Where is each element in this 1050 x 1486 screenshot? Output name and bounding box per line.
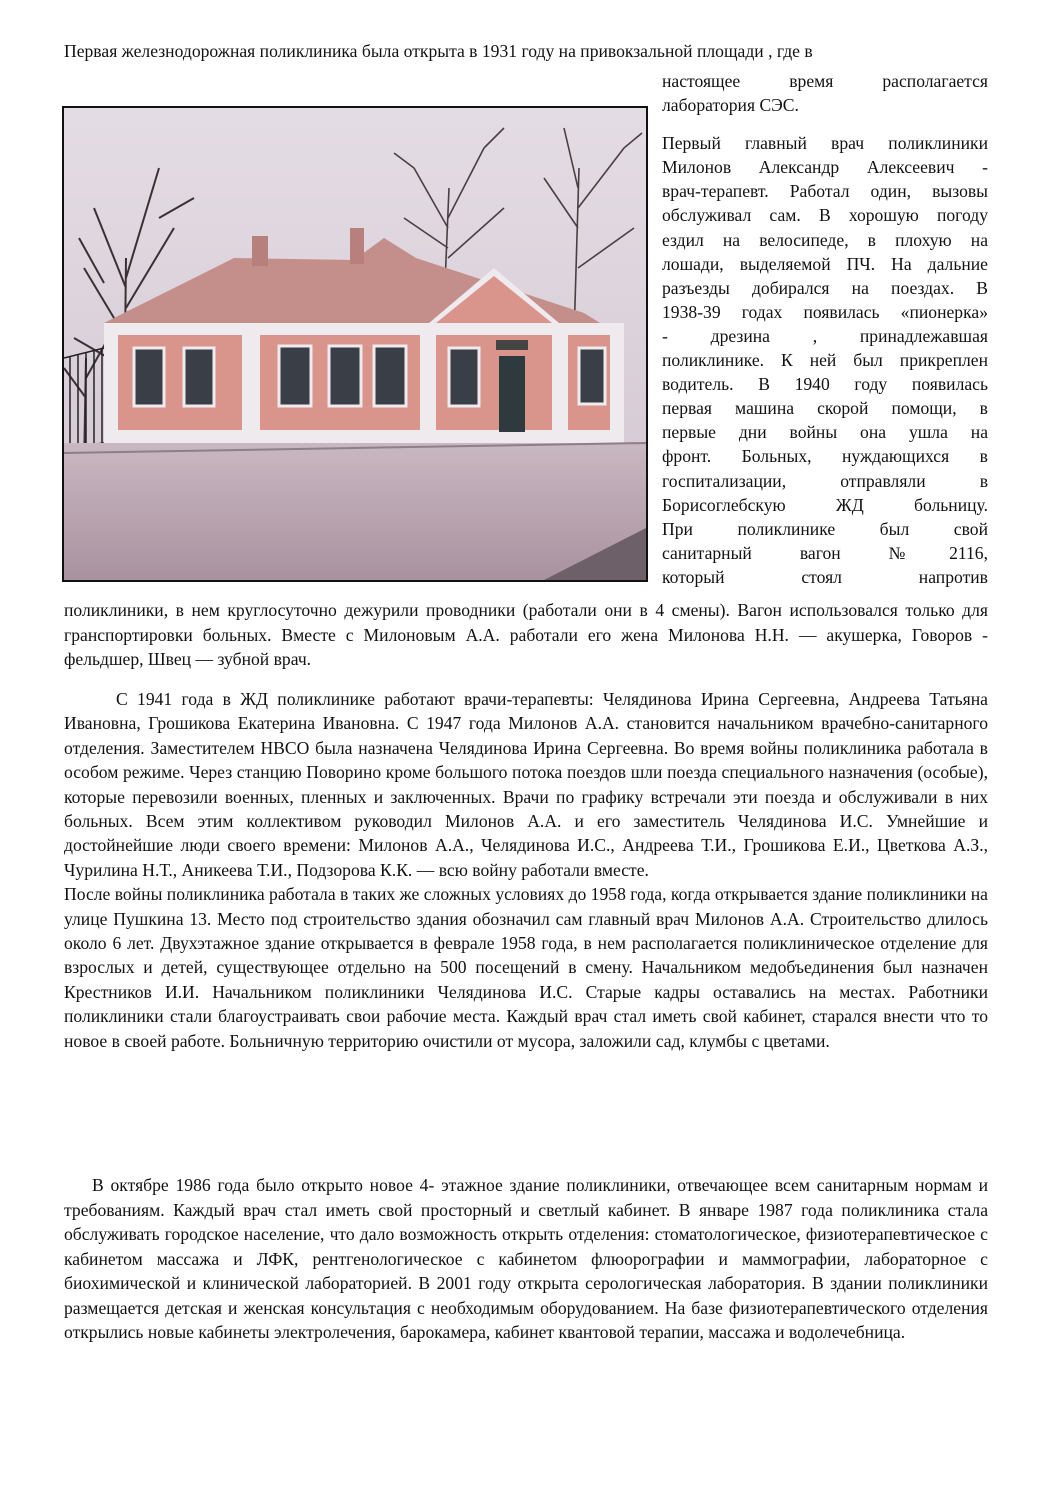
- intro-line: Первая железнодорожная поликлиника была открыта в 1931 году на привокзальной площади , где в: [64, 41, 813, 61]
- right-line: 1938-39 годах появилась «пионерка»: [662, 301, 988, 322]
- building-wall: [104, 323, 624, 443]
- right-line: Борисоглебскую ЖД больницу.: [662, 494, 988, 515]
- right-line: настоящее время располагается: [662, 71, 988, 91]
- right-column-text: [662, 69, 988, 589]
- right-line: лошади, выделяемой ПЧ. На дальние: [662, 253, 988, 274]
- right-line: обслуживал сам. В хорошую погоду: [662, 205, 988, 226]
- paragraph-1986: В октябре 1986 года было открыто новое 4- этажное здание поликлиники, отвечающее всем санитарным нормам и требованиям. Каждый врач стал иметь свой просторный и светлый кабинет. В январе 1987 года поликлиника стала обслуживать городское население, что дало возможность открыть отделения: стоматологическое, физиотерапевтическое с кабинетом массажа и ЛФК, рентгенологическое с кабинетом флюорографии и маммографии, лабораторное с биохимической и клинической лабораторией. В 2001 году открыта серологическая лаборатория. В здании поликлиники размещается детская и женская консультация с необходимым оборудованием. На базе физиотерапевтического отделения открылись новые кабинеты электролечения, барокамера, кабинет квантовой терапии, массажа и водолечебница.: [64, 1175, 988, 1342]
- right-line: - дрезина , принадлежавшая: [662, 325, 988, 346]
- right-line: фронт. Больных, нуждающихся в: [662, 446, 988, 467]
- continuation-text: поликлиники, в нем круглосуточно дежурили проводники (работали они в 4 смены). Вагон использовался только для гранспортировки больных. Вместе с Милоновым А.А. работали его жена Милонова Н.Н. — акушерка, Говоров - фельдшер, Швец — зубной врач.: [64, 600, 988, 669]
- paragraph-1941: С 1941 года в ЖД поликлинике работают врачи-терапевты: Челядинова Ирина Сергеевна, Андреева Татьяна Ивановна, Грошикова Екатерина Ивановна. С 1947 года Милонов А.А. становится начальником врачебно-санитарного отделения. Заместителем НВСО была назначена Челядинова Ирина Сергеевна. Во время войны поликлиника работала в особом режиме. Через станцию Поворино кроме большого потока поездов шли поезда специального назначения (особые), которые перевозили военных, пленных и заключенных. Врачи по графику встречали эти поезда и обслуживали в них больных. Всем этим коллективом руководил Милонов А.А. и его заместитель Челядинова И.С. Умнейшие и достойнейшие люди своего времени: Милонов А.А., Челядинова И.С., Андреева Т.И., Грошикова Е.И., Цветкова А.З., Чурилина Н.Т., Аникеева Т.И., Подзорова К.К. — всю войну работали вместе.: [64, 689, 988, 880]
- right-line: который стоял напротив: [662, 566, 988, 587]
- right-line: водитель. В 1940 году появилась: [662, 374, 988, 395]
- right-line: первые дни войны она ушла на: [662, 422, 988, 443]
- building-illustration: [64, 108, 646, 580]
- right-line: поликлинике. К ней был прикреплен: [662, 350, 988, 371]
- right-line: При поликлинике был свой: [662, 518, 988, 539]
- right-line: Милонов Александр Алексеевич -: [662, 157, 988, 178]
- right-line: лаборатория СЭС.: [662, 95, 799, 116]
- right-line: разъезды добирался на поездах. В: [662, 277, 988, 298]
- right-line: Первый главный врач поликлиники: [662, 133, 988, 154]
- paragraph-postwar: После войны поликлиника работала в таких же сложных условиях до 1958 года, когда открывается здание поликлиники на улице Пушкина 13. Место под строительство здания обозначил сам главный врач Милонов А.А. Строительство длилось около 6 лет. Двухэтажное здание открывается в феврале 1958 года, в нем располагается поликлиническое отделение для взрослых и детей, существующее отдельно на 500 посещений в смену. Начальником медобъединения был назначен Крестников И.И. Начальником поликлиники Челядинова И.С. Старые кадры оставались на местах. Работники поликлиники стали благоустраивать свои рабочие места. Каждый врач стал иметь свой кабинет, старался внести что то новое в своей работе. Больничную территорию очистили от мусора, заложили сад, клумбы с цветами.: [64, 884, 988, 1051]
- polyclinic-building-photo: [62, 106, 648, 582]
- road: [64, 443, 646, 580]
- history-block: [64, 687, 988, 1053]
- right-line: врач-терапевт. Работал один, вызовы: [662, 181, 988, 202]
- modern-block: [64, 1173, 988, 1345]
- right-line: ездил на велосипеде, в плохую на: [662, 229, 988, 250]
- right-line: первая машина скорой помощи, в: [662, 398, 988, 419]
- right-line: госпитализации, отправляли в: [662, 470, 988, 491]
- right-line: санитарный вагон №2116,: [662, 542, 988, 563]
- building-door: [499, 356, 525, 432]
- continuation-paragraph: [64, 598, 988, 672]
